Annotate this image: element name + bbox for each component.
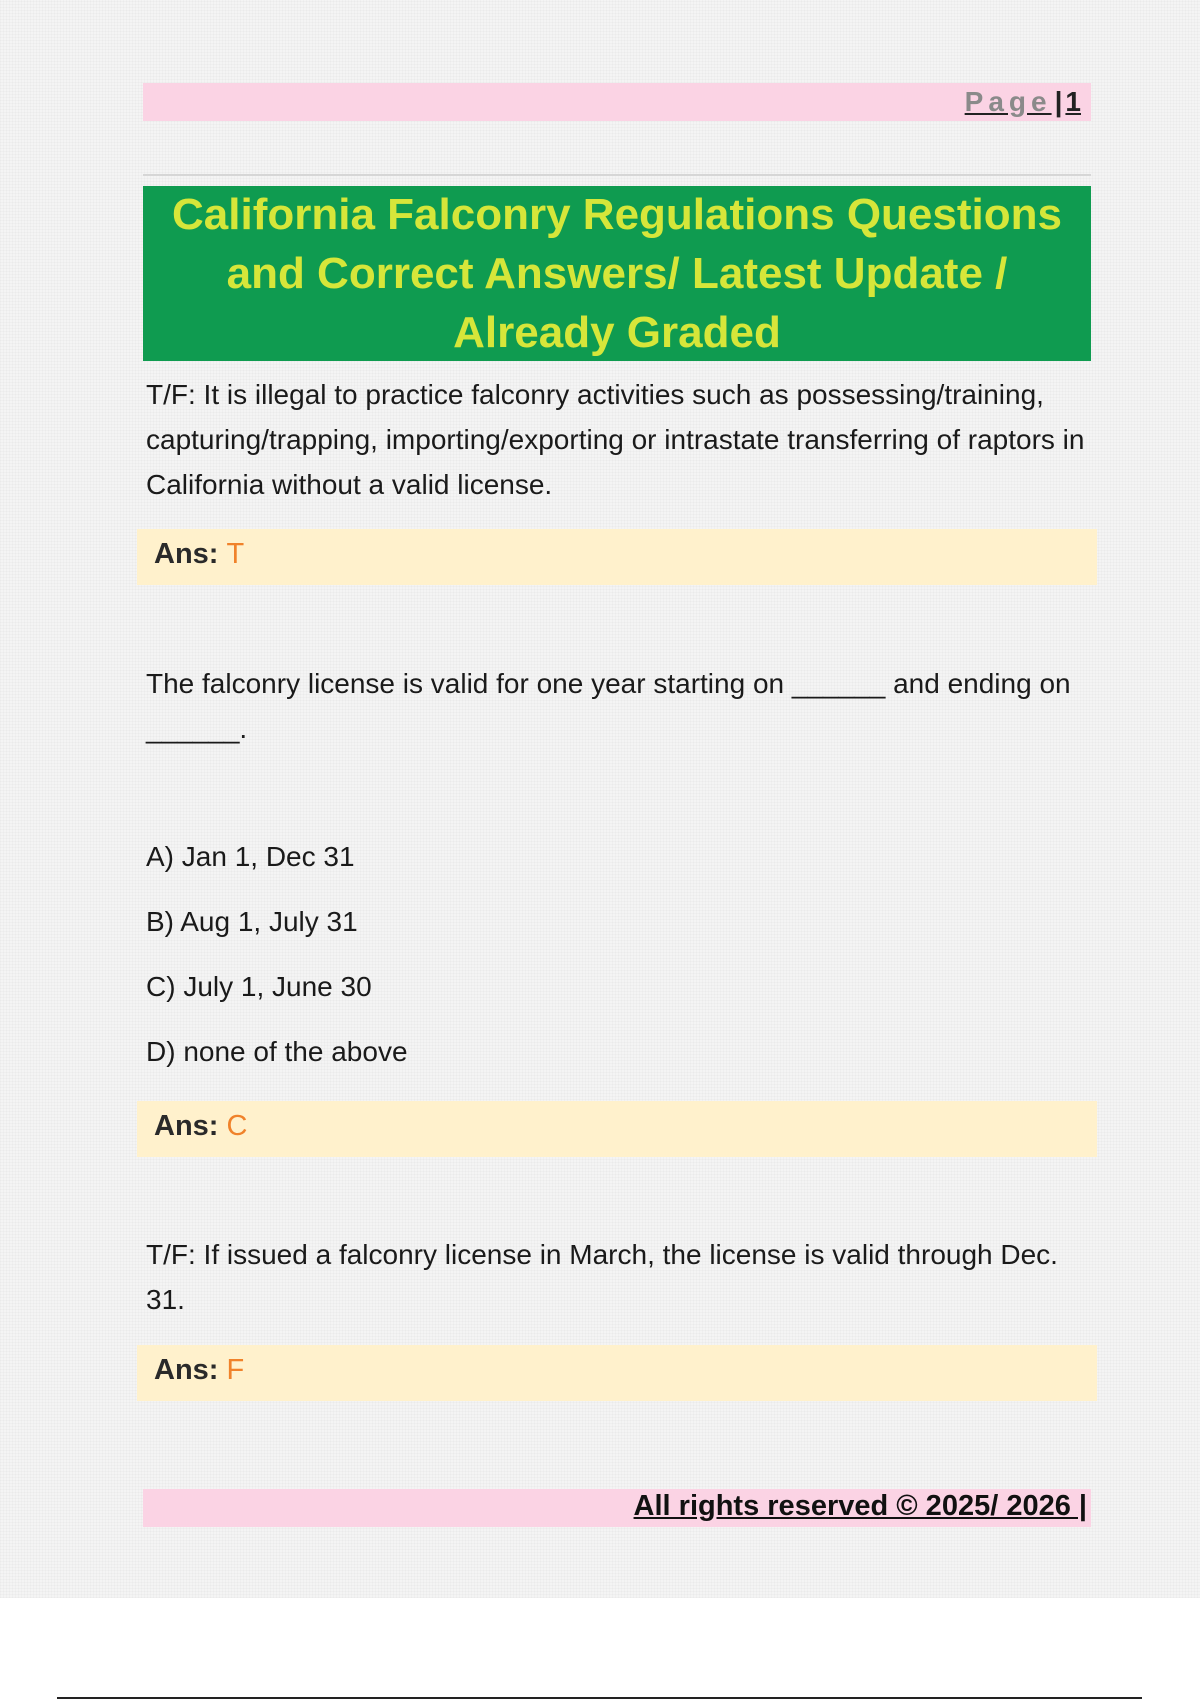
answer-bar-3 [137, 1345, 1097, 1401]
answer-2 [154, 1110, 247, 1143]
page-footer-bar [143, 1489, 1091, 1527]
question-2-text: The falconry license is valid for one year starting on ______ and ending on ______. [146, 668, 1071, 744]
page-separator: | [1054, 86, 1063, 117]
answer-label: Ans: [154, 1354, 219, 1386]
page-header-bar [143, 83, 1091, 121]
page-number [965, 86, 1081, 118]
answer-bar-2 [137, 1101, 1097, 1157]
question-3-text: T/F: If issued a falconry license in March, the license is valid through Dec. 31. [146, 1239, 1058, 1315]
page-number-value: 1 [1065, 86, 1081, 117]
answer-1 [154, 538, 244, 571]
question-1-text: T/F: It is illegal to practice falconry activities such as possessing/training, capturing/trapping, importing/exporting or intrastate transferring of raptors in California without a valid license. [146, 379, 1085, 500]
page-label: Page [964, 86, 1052, 117]
page-bottom-rule [57, 1697, 1142, 1699]
answer-value: T [226, 538, 245, 570]
answer-value: C [226, 1110, 248, 1142]
answer-3 [154, 1354, 244, 1387]
header-divider [143, 174, 1091, 176]
document-title: California Falconry Regulations Questions and Correct Answers/ Latest Update / Already Graded [143, 186, 1091, 361]
option-a: A) Jan 1, Dec 31 [146, 841, 355, 872]
answer-bar-1 [137, 529, 1097, 585]
answer-label: Ans: [154, 538, 219, 570]
answer-label: Ans: [154, 1110, 219, 1142]
option-d: D) none of the above [146, 1036, 408, 1067]
option-c: C) July 1, June 30 [146, 971, 372, 1002]
copyright-notice: All rights reserved © 2025/ 2026 | [633, 1490, 1087, 1522]
option-b: B) Aug 1, July 31 [146, 906, 358, 937]
answer-value: F [226, 1354, 245, 1386]
